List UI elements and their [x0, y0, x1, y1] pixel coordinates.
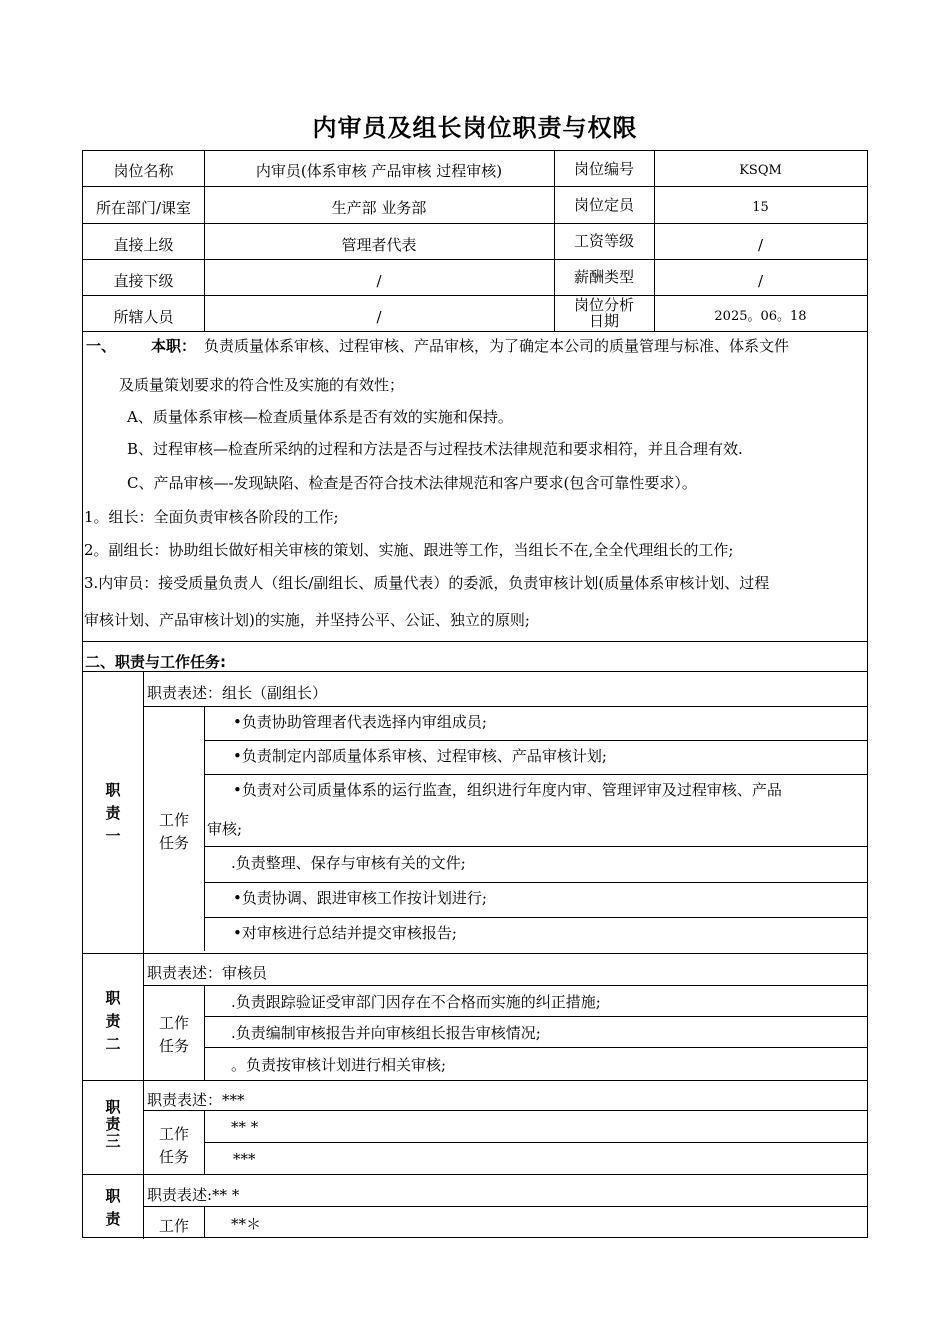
duty3-label: 职 责 三 [105, 1098, 121, 1150]
department-label: 所在部门/课室 [95, 198, 192, 217]
role-auditor-line1: 3.内审员：接受质量负责人（组长/副组长、质量代表）的委派，负责审核计划(质量体系审核计划、过程 [84, 574, 770, 592]
duty3-task-2: *** [233, 1150, 256, 1168]
post-name-label: 岗位名称 [113, 162, 174, 180]
headcount-value: 15 [752, 199, 769, 215]
department-value: 生产部 业务部 [331, 198, 427, 217]
analysis-date-value: 2025。06。18 [714, 309, 807, 324]
post-number-label: 岗位编号 [573, 159, 634, 178]
superior-value: 管理者代表 [341, 235, 417, 254]
duty1-label: 职 责 一 [105, 781, 121, 845]
duty4-task-1: **＊ [231, 1215, 262, 1233]
analysis-date-label: 岗位分析 日期 [574, 296, 635, 330]
staff-value: / [376, 308, 382, 326]
duty1-description: 职责表述：组长（副组长） [147, 684, 328, 702]
duty3-task-1: ** * [231, 1118, 259, 1136]
duty2-description: 职责表述：审核员 [147, 964, 268, 982]
duty3-description: 职责表述：*** [147, 1091, 245, 1109]
section1-heading: 本职： [151, 337, 197, 355]
pay-type-value: / [757, 271, 764, 290]
duty1-task-label: 工作 任务 [158, 811, 189, 852]
section1-item-c: C、产品审核—-发现缺陷、检查是否符合技术法律规范和客户要求(包含可靠性要求）。 [127, 474, 697, 492]
duty3-task-label: 工作 任务 [158, 1125, 189, 1166]
staff-label: 所辖人员 [113, 308, 174, 326]
duty4-description: 职责表述:** * [147, 1186, 240, 1204]
wage-grade-label: 工资等级 [573, 232, 634, 250]
pay-type-label: 薪酬类型 [573, 268, 634, 286]
section1-number: 一、 [86, 337, 117, 355]
duty1-task-5: •负责协调、跟进审核工作按计划进行; [233, 889, 487, 907]
section1-line1: 负责质量体系审核、过程审核、产品审核，为了确定本公司的质量管理与标准、体系文件 [204, 337, 790, 355]
role-deputy: 2。副组长：协助组长做好相关审核的策划、实施、跟进等工作，当组长不在,全全代理组长的工作; [84, 541, 734, 559]
duty1-task-3-line1: •负责对公司质量体系的运行监查，组织进行年度内审、管理评审及过程审核、产品 [233, 781, 782, 799]
duty4-task-label: 工作 [159, 1217, 190, 1235]
duty1-task-1: •负责协助管理者代表选择内审组成员; [233, 713, 487, 731]
duty2-label: 职 责 二 [105, 989, 121, 1053]
duty1-task-3-line2: 审核; [207, 820, 243, 838]
duty2-task-label: 工作 任务 [158, 1014, 189, 1055]
duty1-task-4: .负责整理、保存与审核有关的文件; [231, 854, 466, 872]
superior-label: 直接上级 [113, 235, 174, 254]
duty1-task-6: •对审核进行总结并提交审核报告; [233, 924, 457, 942]
section2-heading: 二、职责与工作任务: [85, 653, 226, 671]
duty1-task-2: •负责制定内部质量体系审核、过程审核、产品审核计划; [233, 747, 607, 765]
post-name-value: 内审员(体系审核 产品审核 过程审核) [255, 162, 503, 180]
section1-item-b: B、过程审核—检查所采纳的过程和方法是否与过程技术法律规范和要求相符，并且合理有效. [127, 440, 743, 458]
duty2-task-3: 。负责按审核计划进行相关审核; [231, 1056, 447, 1074]
wage-grade-value: / [757, 235, 764, 254]
document-title: 内审员及组长岗位职责与权限 [312, 114, 638, 142]
role-leader: 1。组长：全面负责审核各阶段的工作; [84, 508, 339, 526]
duty4-label: 职 责 [105, 1187, 121, 1228]
section1-item-a: A、质量体系审核—检查质量体系是否有效的实施和保持。 [127, 408, 513, 426]
headcount-label: 岗位定员 [573, 195, 634, 214]
role-auditor-line2: 审核计划、产品审核计划)的实施，并坚持公平、公证、独立的原则; [84, 611, 530, 629]
section1-line2: 及质量策划要求的符合性及实施的有效性； [119, 376, 405, 394]
duty-table [82, 150, 868, 1238]
subordinate-label: 直接下级 [113, 271, 174, 290]
duty2-task-2: .负责编制审核报告并向审核组长报告审核情况; [231, 1024, 541, 1042]
subordinate-value: / [376, 271, 382, 290]
duty2-task-1: .负责跟踪验证受审部门因存在不合格而实施的纠正措施; [231, 993, 601, 1011]
post-number-value: KSQM [739, 163, 782, 178]
